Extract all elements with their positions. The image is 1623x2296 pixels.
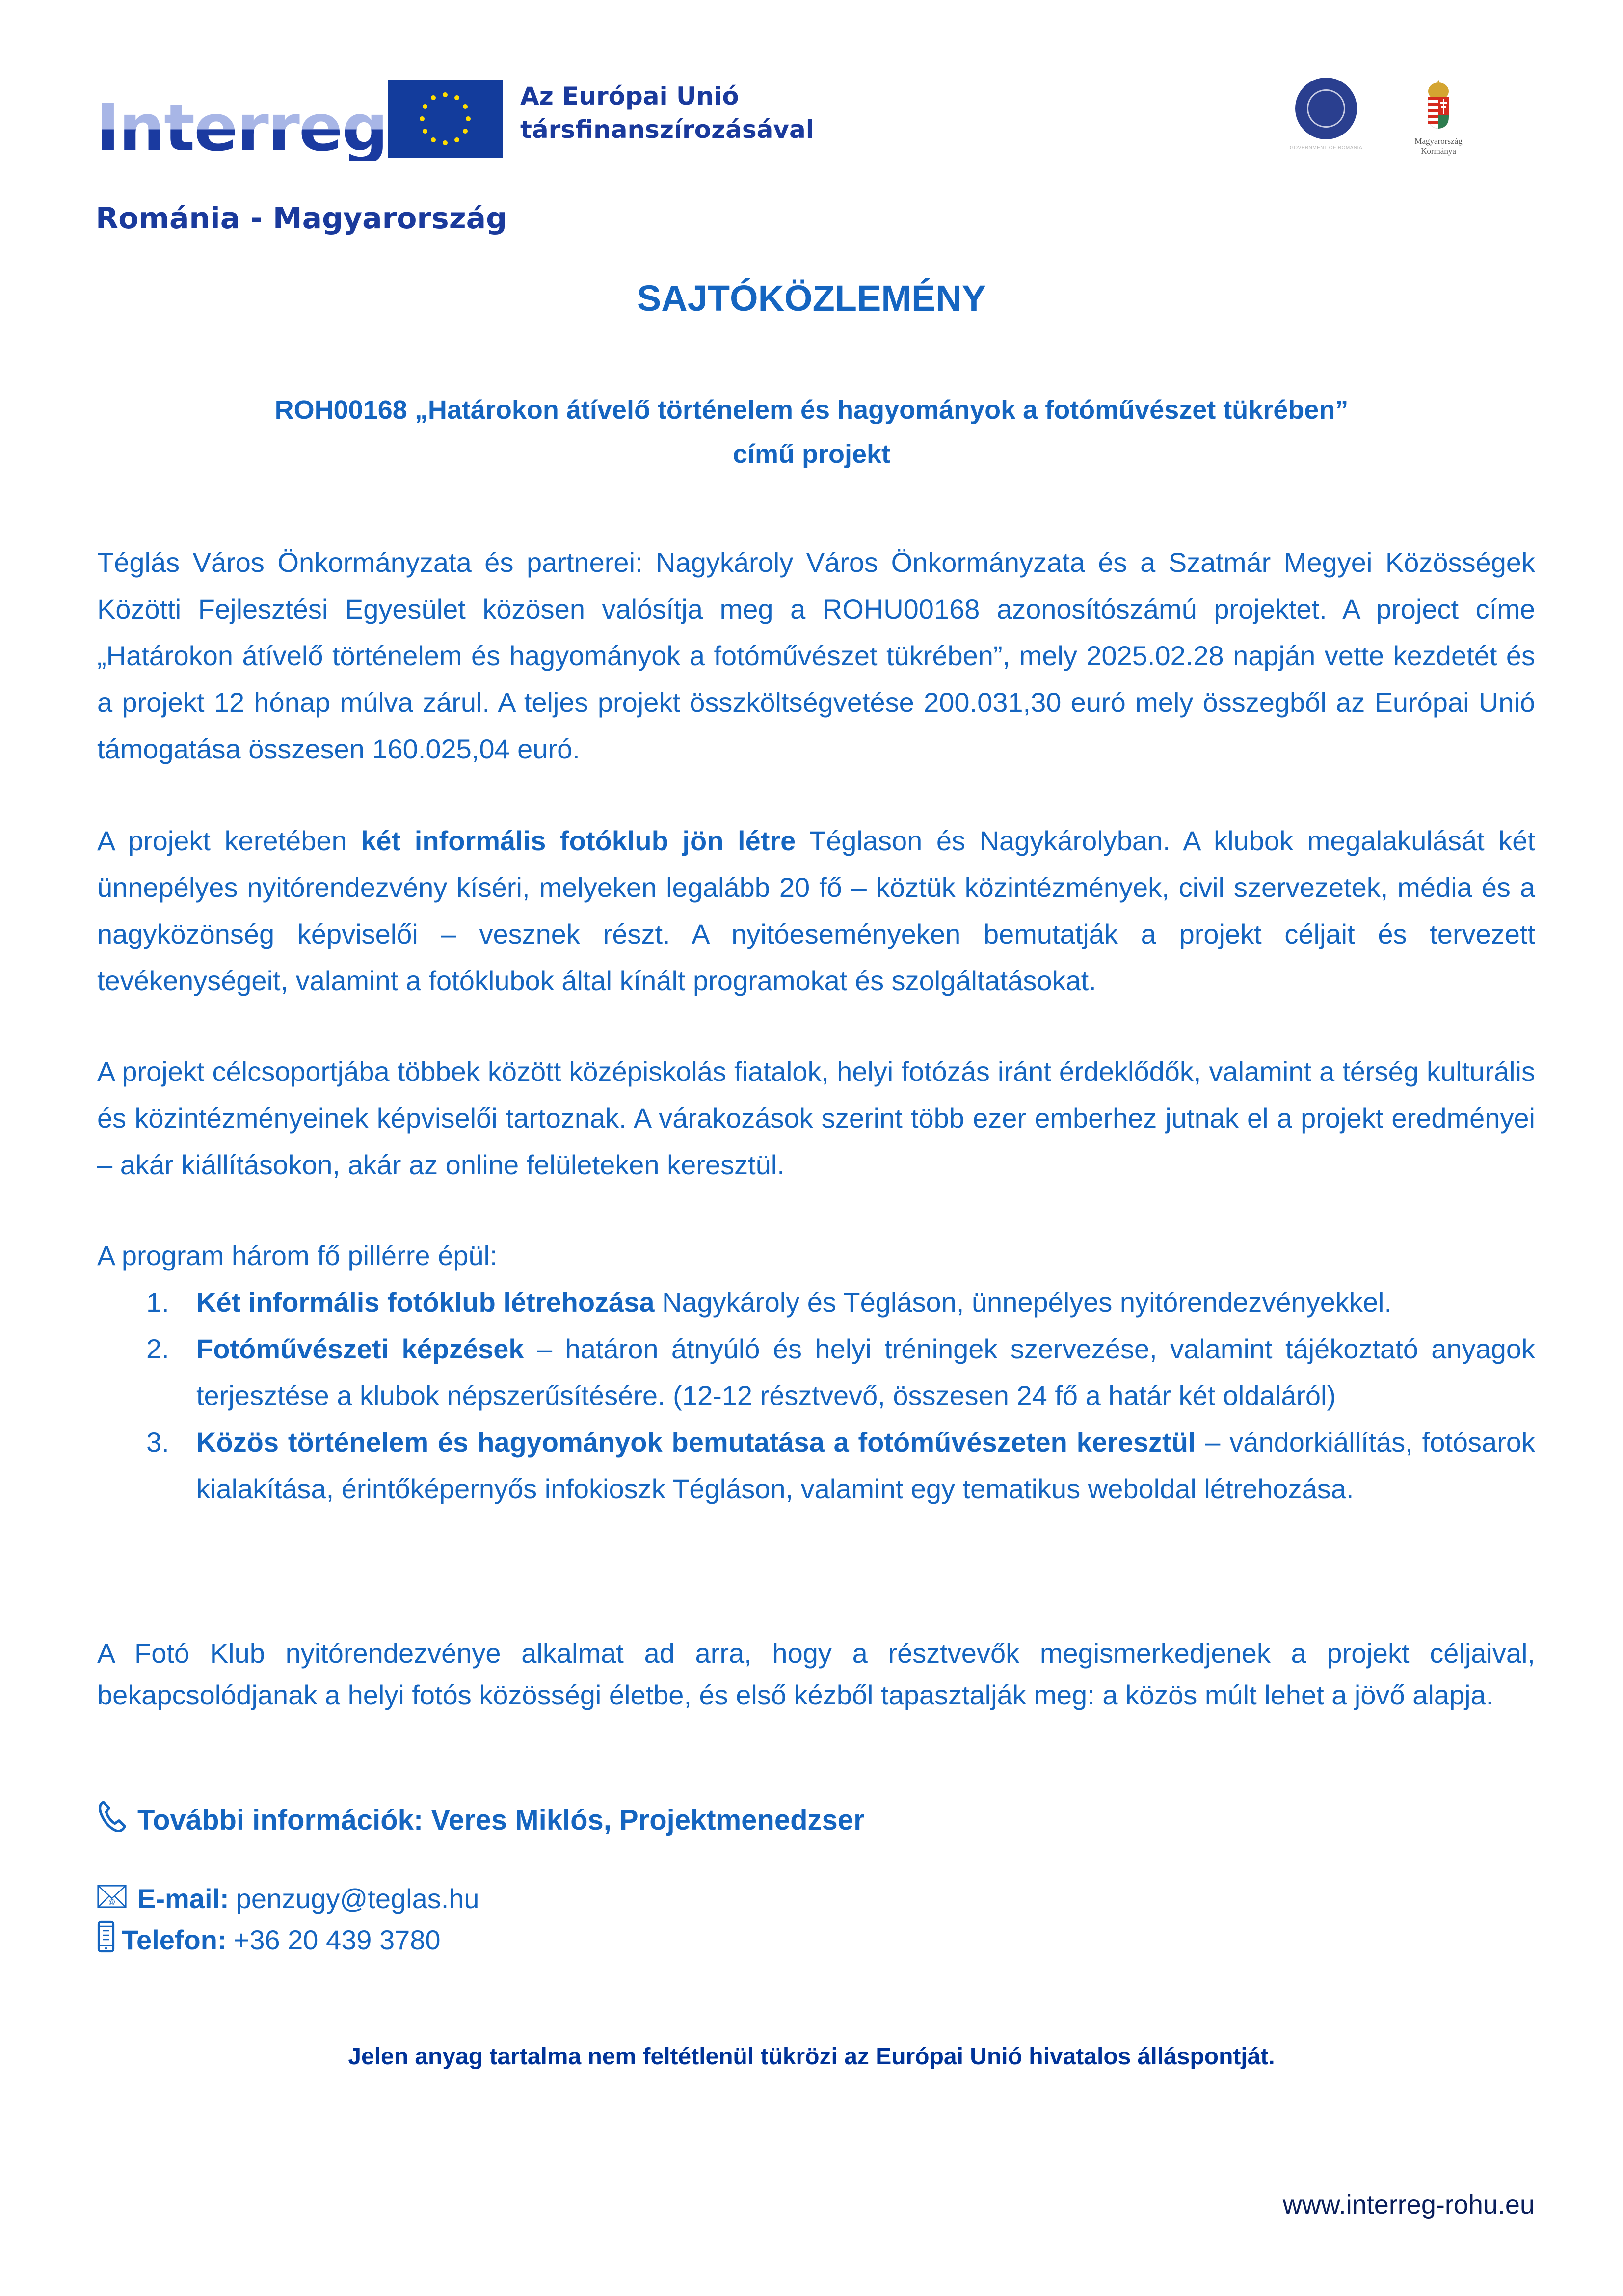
interreg-logo: Interreg bbox=[96, 90, 387, 166]
phone-handset-icon bbox=[97, 1801, 127, 1839]
hungary-coat-of-arms-icon bbox=[1427, 79, 1450, 130]
pillars-list bbox=[97, 1279, 1535, 1512]
eu-disclaimer: Jelen anyag tartalma nem feltétlenül tükrözi az Európai Unió hivatalos álláspontját. bbox=[348, 2044, 1275, 2070]
list-item-title: Két informális fotóklub létrehozása bbox=[196, 1287, 655, 1318]
eu-flag-icon bbox=[388, 80, 503, 158]
program-region: Románia - Magyarország bbox=[96, 201, 507, 236]
eu-cofunding-label bbox=[520, 80, 814, 146]
contact-heading-text: További információk: Veres Miklós, Projektmenedzser bbox=[137, 1804, 865, 1836]
list-item-text: Nagykároly és Tégláson, ünnepélyes nyitórendezvényekkel. bbox=[654, 1287, 1392, 1318]
list-item-title: Fotóművészeti képzések bbox=[196, 1333, 524, 1364]
contact-heading bbox=[97, 1801, 865, 1839]
paragraph-closing: A Fotó Klub nyitórendezvénye alkalmat ad arra, hogy a résztvevők megismerkedjenek a projekt céljaival, bekapcsolódjanak a helyi fotós közösségi életbe, és első kézből tapasztalják meg: a közös múlt lehet a jövő alapja. bbox=[97, 1638, 1535, 1710]
list-intro: A program három fő pillérre épül: bbox=[97, 1240, 498, 1271]
email-label: E-mail: bbox=[137, 1883, 229, 1914]
list-item-number: 2. bbox=[146, 1333, 169, 1364]
eu-cofunding-line2: társfinanszírozásával bbox=[520, 115, 814, 144]
envelope-at-icon bbox=[97, 1883, 127, 1915]
list-item bbox=[97, 1279, 1535, 1325]
website-link[interactable]: www.interreg-rohu.eu bbox=[1282, 2190, 1535, 2219]
paragraph-intro: Téglás Város Önkormányzata és partnerei: Nagykároly Város Önkormányzata és a Szatmár Megyei Közösségek Közötti Fejlesztési Egyesület közösen valósítja meg a ROHU00168 azonosítószámú projektet. A project címe „Határokon átívelő történelem és hagyományok a fotóművészet tükrében”, mely 2025.02.28 napján vette kezdetét és a projekt 12 hónap múlva zárul. A teljes projekt összköltségvetése 200.031,30 euró mely összegből az Európai Unió támogatása összesen 160.025,04 euró. bbox=[97, 547, 1535, 764]
list-item-title: Közös történelem és hagyományok bemutatása a fotóművészeten keresztül bbox=[196, 1427, 1196, 1458]
paragraph-fotoklub-bold: két informális fotóklub jön létre bbox=[361, 825, 796, 856]
svg-text:@: @ bbox=[108, 1898, 116, 1906]
paragraph-fotoklub-post: Téglason és Nagykárolyban. A klubok megalakulását két ünnepélyes nyitórendezvény kíséri, melyeken legalább 20 fő – köztük közintézmények, civil szervezetek, média és a nagyközönség képviselői – vesznek részt. A nyitóeseményeken bemutatják a projekt céljait és tervezett tevékenységeit, valamint a fotóklubok által kínált programokat és szolgáltatásokat. bbox=[97, 825, 1535, 996]
contact-email bbox=[97, 1883, 479, 1915]
paragraph-target-group: A projekt célcsoportjába többek között középiskolás fiatalok, helyi fotózás iránt érdeklődők, valamint a térség kulturális és közintézményeinek képviselői tartoznak. A várakozások szerint több ezer emberhez jutnak el a projekt eredményei – akár kiállításokon, akár az online felületeken keresztül. bbox=[97, 1056, 1535, 1180]
gov-hungary-line2: Kormánya bbox=[1421, 146, 1456, 156]
gov-romania-caption: GOVERNMENT OF ROMANIA bbox=[1289, 145, 1363, 151]
government-of-hungary-logo bbox=[1397, 79, 1480, 156]
eu-cofunding-line1: Az Európai Unió bbox=[520, 82, 739, 110]
gov-hungary-caption bbox=[1397, 136, 1480, 156]
list-item bbox=[97, 1325, 1535, 1419]
project-subtitle-line2: című projekt bbox=[732, 439, 891, 469]
paragraph-fotoklub-pre: A projekt keretében bbox=[97, 825, 361, 856]
project-subtitle-line1: ROH00168 „Határokon átívelő történelem és hagyományok a fotóművészet tükrében” bbox=[274, 395, 1349, 425]
paragraph-fotoklub bbox=[97, 817, 1535, 1004]
gov-hungary-line1: Magyarország bbox=[1414, 136, 1463, 146]
project-subtitle bbox=[0, 388, 1623, 476]
page-title: SAJTÓKÖZLEMÉNY bbox=[637, 278, 986, 319]
phone-label: Telefon: bbox=[122, 1924, 227, 1955]
mobile-phone-icon bbox=[97, 1920, 115, 1959]
romania-seal-icon bbox=[1295, 78, 1357, 139]
contact-phone bbox=[97, 1920, 441, 1959]
list-item-number: 3. bbox=[146, 1427, 169, 1458]
list-item-number: 1. bbox=[146, 1287, 169, 1318]
list-item bbox=[97, 1419, 1535, 1512]
list-item-text: – vándorkiállítás, fotósarok kialakítása, érintőképernyős infokioszk Tégláson, valamint egy tematikus weboldal létrehozása. bbox=[196, 1427, 1535, 1504]
email-value[interactable]: penzugy@teglas.hu bbox=[236, 1883, 479, 1914]
phone-value[interactable]: +36 20 439 3780 bbox=[233, 1924, 441, 1955]
list-item-text: – határon átnyúló és helyi tréningek szervezése, valamint tájékoztató anyagok terjesztése a klubok népszerűsítésére. (12-12 résztvevő, összesen 24 fő a határ két oldaláról) bbox=[196, 1333, 1536, 1411]
government-of-romania-logo bbox=[1282, 78, 1370, 151]
